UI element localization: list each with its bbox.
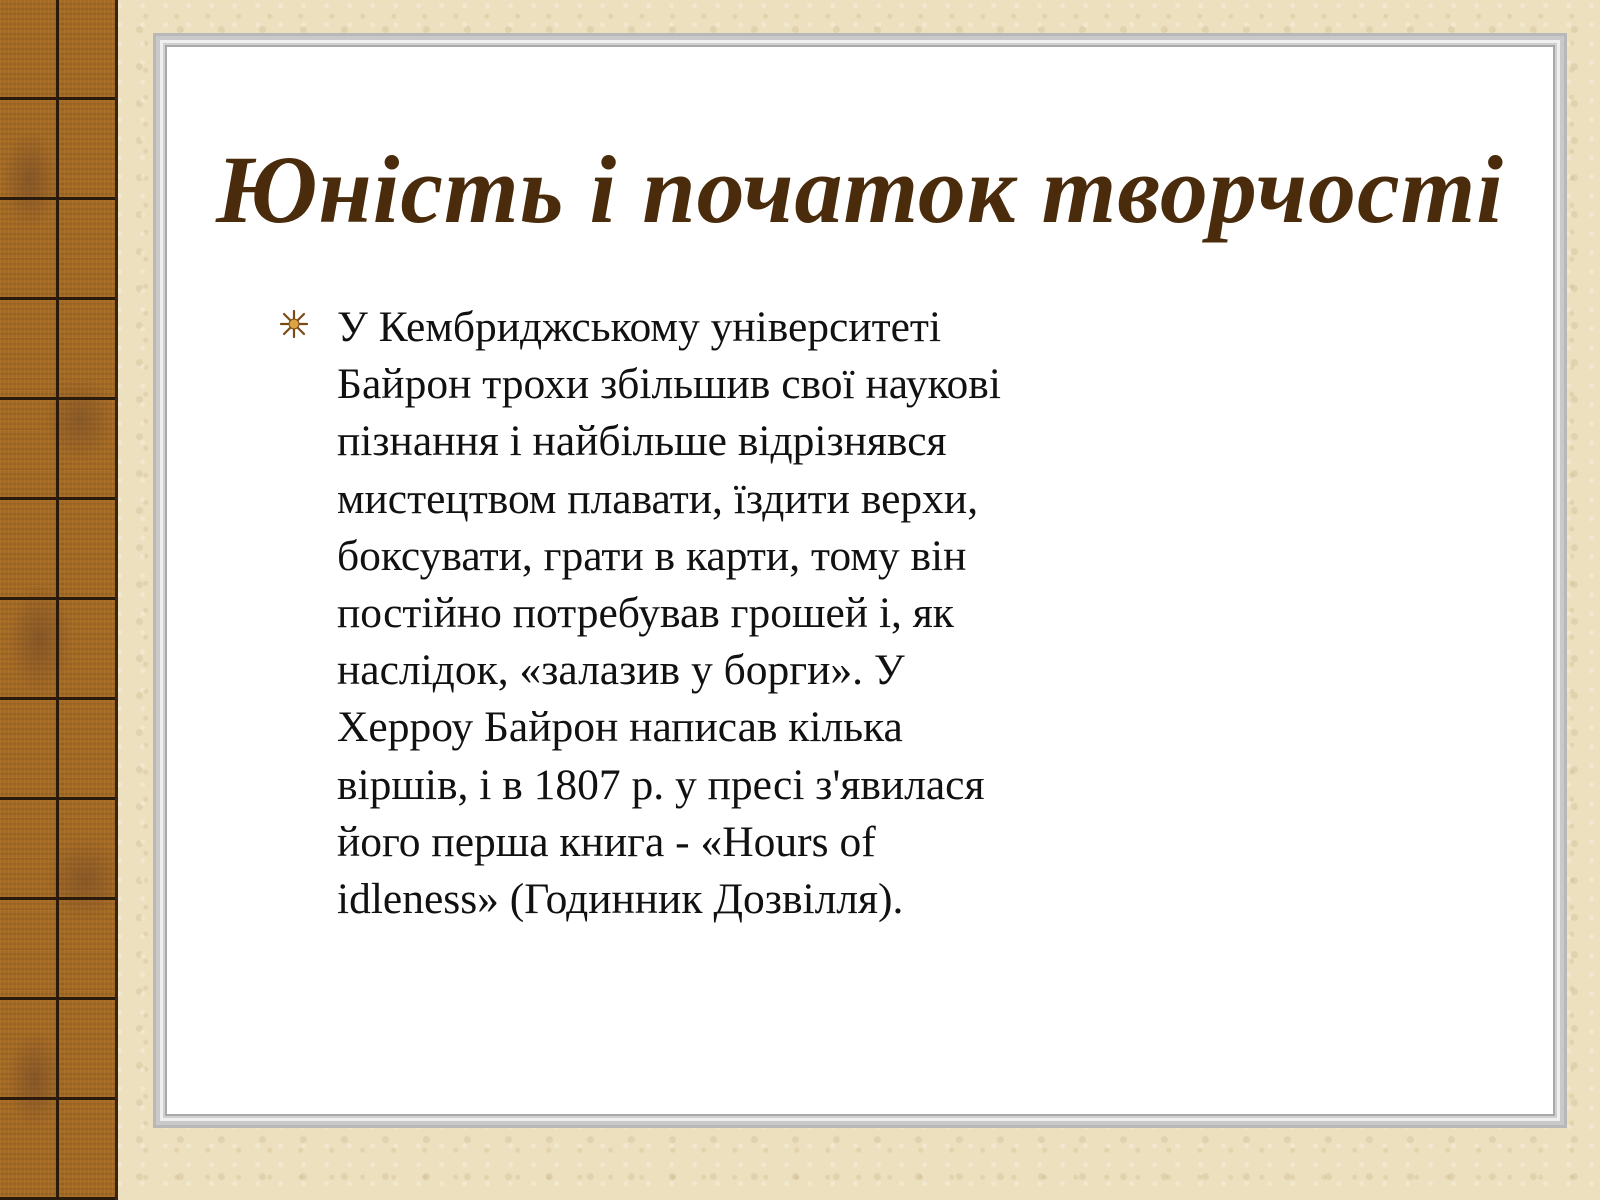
text-line-10: його перша книга - «Hours of (337, 817, 876, 866)
text-line-1: У Кембриджському університеті (337, 303, 942, 351)
text-line-2: Байрон трохи збільшив свої наукові (337, 360, 1001, 409)
bullet-text (337, 299, 1197, 928)
text-line-6: постійно потребував грошей і, як (337, 589, 954, 638)
decorative-side-strip (0, 0, 118, 1200)
text-line-3: пізнання і найбільше відрізнявся (337, 417, 947, 466)
slide-panel (165, 45, 1555, 1116)
starburst-bullet-icon (279, 309, 309, 339)
text-line-4: мистецтвом плавати, їздити верхи, (337, 474, 979, 523)
text-line-11: idleness» (Годинник Дозвілля). (337, 875, 904, 924)
slide-frame-inner (160, 40, 1560, 1121)
text-line-9: віршів, і в 1807 р. у пресі з'явилася (337, 760, 985, 809)
slide-frame (153, 33, 1567, 1128)
text-line-5: боксувати, грати в карти, тому він (337, 531, 967, 580)
text-line-8: Херроу Байрон написав кілька (337, 703, 903, 752)
slide-title: Юність і початок творчості (216, 136, 1504, 243)
side-strip-grid (0, 0, 115, 1200)
text-line-7: наслідок, «залазив у борги». У (337, 646, 905, 695)
